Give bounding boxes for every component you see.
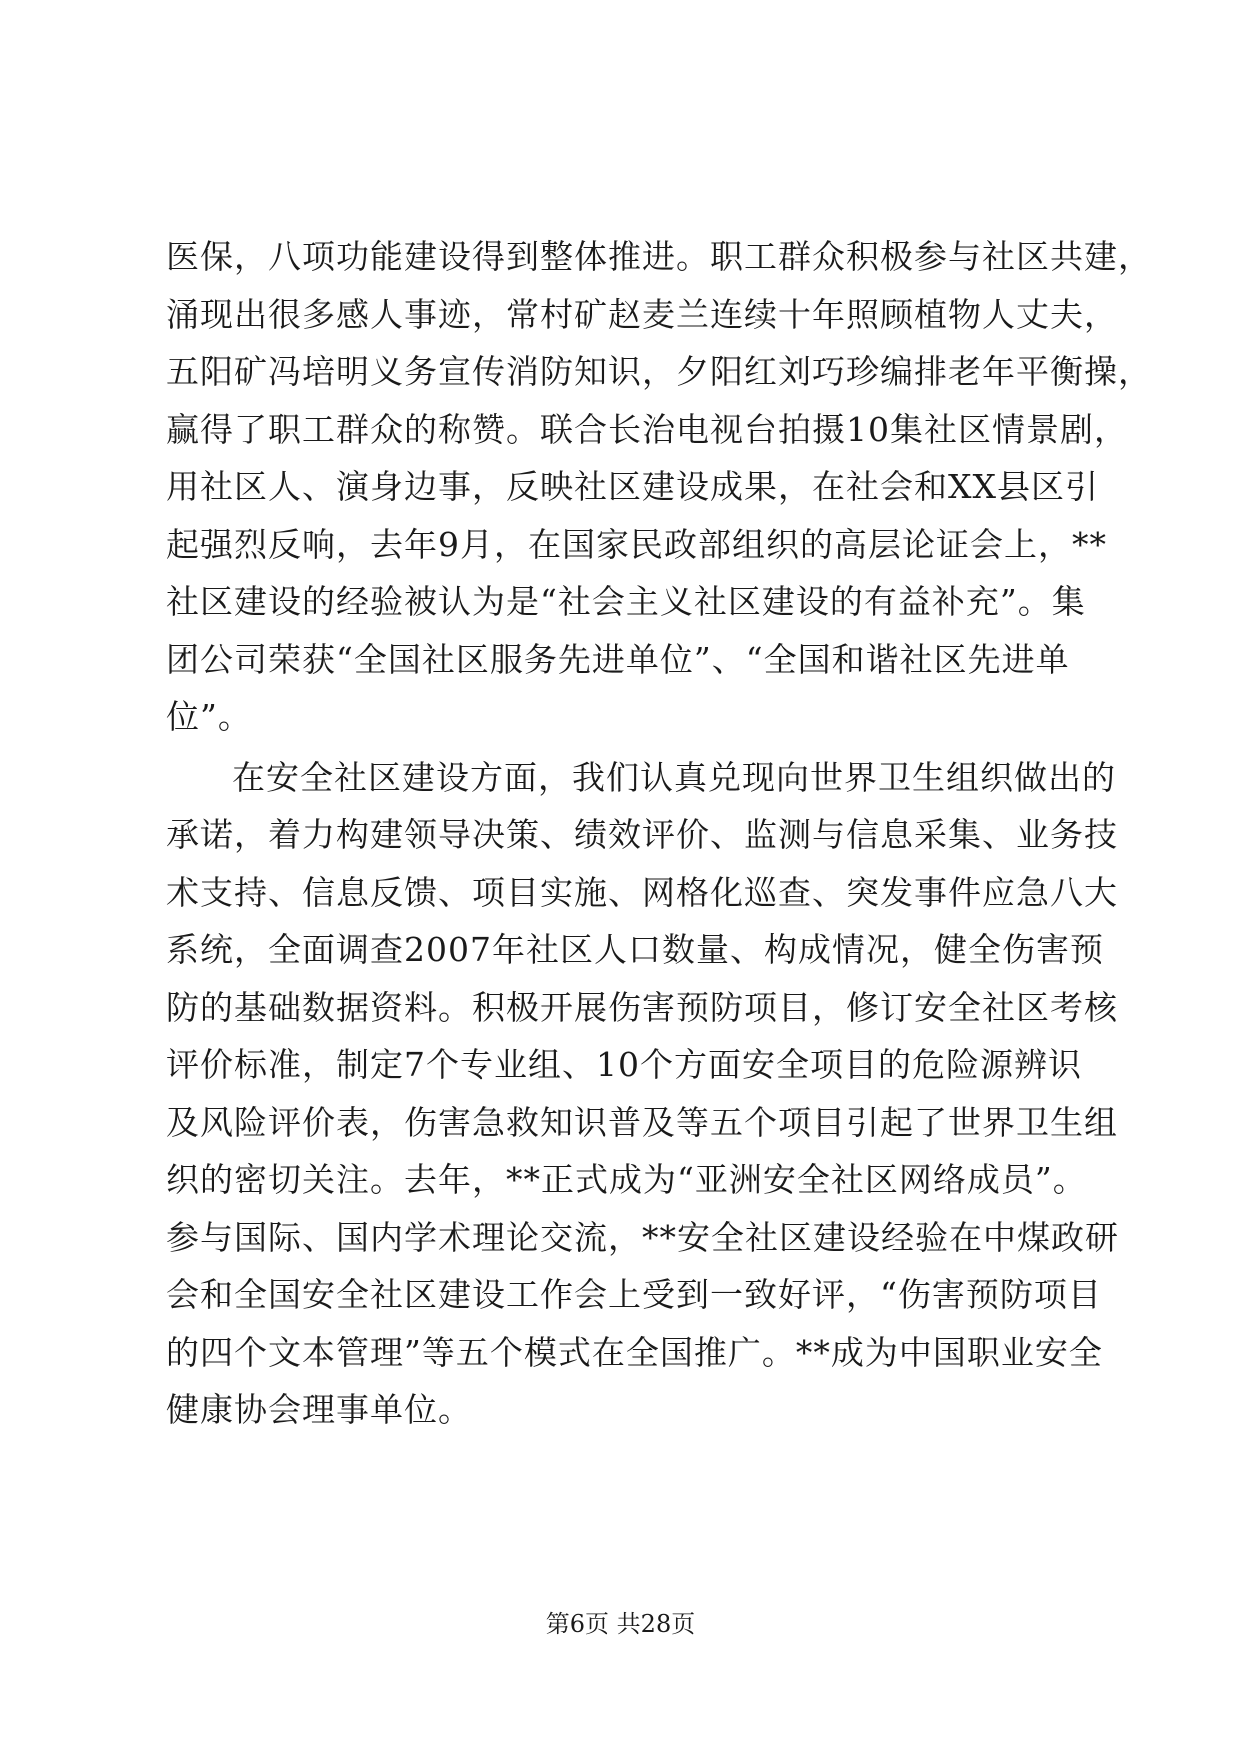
text-line: 团公司荣获“全国社区服务先进单位”、“全国和谐社区先进单 [166,639,1070,679]
text-line: 的四个文本管理”等五个模式在全国推广。**成为中国职业安全 [166,1332,1103,1372]
text-line: 社区建设的经验被认为是“社会主义社区建设的有益补充”。集 [166,582,1086,621]
document-body [166,228,1152,1439]
text-line: 参与国际、国内学术理论交流，**安全社区建设经验在中煤政研 [166,1217,1119,1257]
text-line: 织的密切关注。去年，**正式成为“亚洲安全社区网络成员”。 [166,1160,1087,1199]
text-line: 五阳矿冯培明义务宣传消防知识，夕阳红刘巧珍编排老年平衡操， [166,352,1152,391]
text-line: 防的基础数据资料。积极开展伤害预防项目，修订安全社区考核 [166,987,1118,1027]
text-line: 健康协会理事单位。 [166,1390,472,1429]
page-number-footer: 第6页 共28页 [545,1610,696,1638]
text-line: 及风险评价表，伤害急救知识普及等五个项目引起了世界卫生组 [166,1102,1118,1142]
text-line: 系统，全面调查2007年社区人口数量、构成情况，健全伤害预 [166,930,1104,969]
text-line: 赢得了职工群众的称赞。联合长治电视台拍摄10集社区情景剧， [166,409,1128,449]
text-line: 评价标准，制定7个专业组、10个方面安全项目的危险源辨识 [166,1045,1082,1084]
paragraph-start-line: 在安全社区建设方面，我们认真兑现向世界卫生组织做出的 [232,757,1116,797]
text-line: 起强烈反响，去年9月，在国家民政部组织的高层论证会上，** [166,524,1107,564]
text-line: 涌现出很多感人事迹，常村矿赵麦兰连续十年照顾植物人丈夫， [166,294,1118,334]
text-line: 用社区人、演身边事，反映社区建设成果，在社会和XX县区引 [166,467,1099,506]
text-line: 会和全国安全社区建设工作会上受到一致好评，“伤害预防项目 [166,1275,1102,1314]
text-line: 术支持、信息反馈、项目实施、网格化巡查、突发事件应急八大 [166,872,1118,912]
text-line: 承诺，着力构建领导决策、绩效评价、监测与信息采集、业务技 [166,815,1118,854]
text-line: 位”。 [166,697,252,736]
text-line: 医保，八项功能建设得到整体推进。职工群众积极参与社区共建， [166,237,1152,276]
